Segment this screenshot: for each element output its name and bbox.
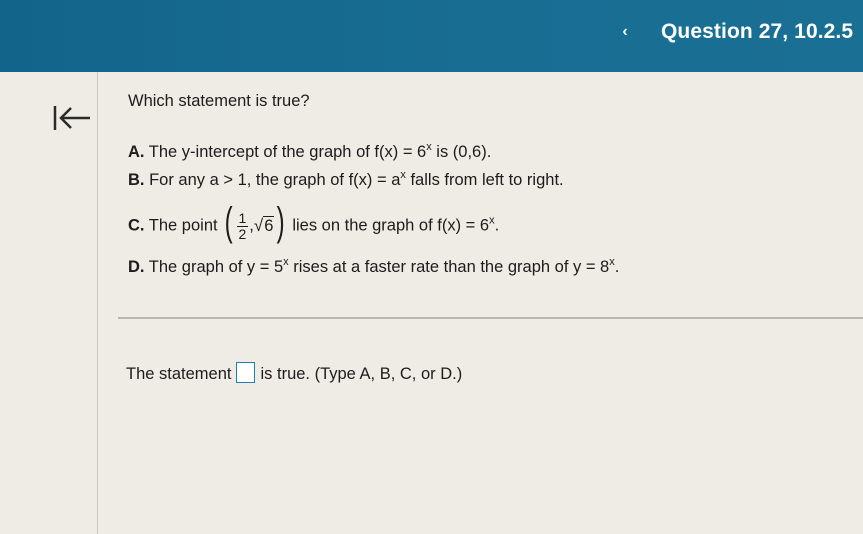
option-text: The y-intercept of the graph of f(x) = 6 — [144, 143, 427, 161]
option-letter: B. — [128, 171, 145, 189]
exponent: x — [426, 141, 432, 153]
fraction-numerator: 1 — [238, 209, 247, 226]
previous-question-arrow-icon — [52, 98, 92, 138]
fraction — [237, 211, 249, 242]
option-a — [128, 143, 491, 162]
answer-prefix: The statement — [126, 364, 232, 383]
fraction-denominator: 2 — [238, 225, 247, 242]
option-text-end: falls from left to right. — [405, 171, 564, 189]
section-divider — [118, 317, 863, 319]
radicand: 6 — [264, 217, 274, 235]
option-text-end: . — [614, 258, 620, 276]
option-letter: C. — [128, 216, 145, 235]
right-paren: ) — [277, 200, 286, 244]
option-d — [128, 258, 619, 277]
option-text-mid: rises at a faster rate than the graph of y = 8 — [288, 258, 610, 276]
option-c — [128, 200, 500, 244]
option-text-end: . — [494, 216, 500, 235]
exponent-2: x — [609, 256, 615, 268]
back-chevron-icon[interactable]: ‹ — [622, 23, 628, 40]
option-text-end: is (0,6). — [431, 143, 492, 161]
exponent: x — [283, 256, 289, 268]
option-b — [128, 171, 564, 190]
question-title: Question 27, 10.2.5 — [661, 20, 854, 43]
option-letter: D. — [128, 258, 145, 276]
option-text: The point — [144, 216, 223, 235]
option-letter: A. — [128, 143, 145, 161]
exponent: x — [400, 169, 406, 181]
answer-input[interactable] — [236, 362, 255, 383]
question-prompt: Which statement is true? — [128, 92, 310, 110]
option-text: The graph of y = 5 — [144, 258, 284, 276]
option-text: For any a > 1, the graph of f(x) = a — [144, 171, 401, 189]
top-bar — [0, 0, 863, 72]
point-comma: , — [249, 216, 254, 235]
answer-row — [126, 364, 462, 385]
left-paren: ( — [224, 200, 233, 244]
option-text-mid: lies on the graph of f(x) = 6 — [287, 216, 490, 235]
square-root — [254, 216, 275, 236]
left-panel-divider — [97, 72, 98, 534]
exponent: x — [489, 214, 495, 227]
answer-suffix: is true. (Type A, B, C, or D.) — [260, 364, 463, 383]
previous-question-button[interactable] — [52, 98, 92, 138]
radical-sign: √ — [253, 216, 264, 235]
